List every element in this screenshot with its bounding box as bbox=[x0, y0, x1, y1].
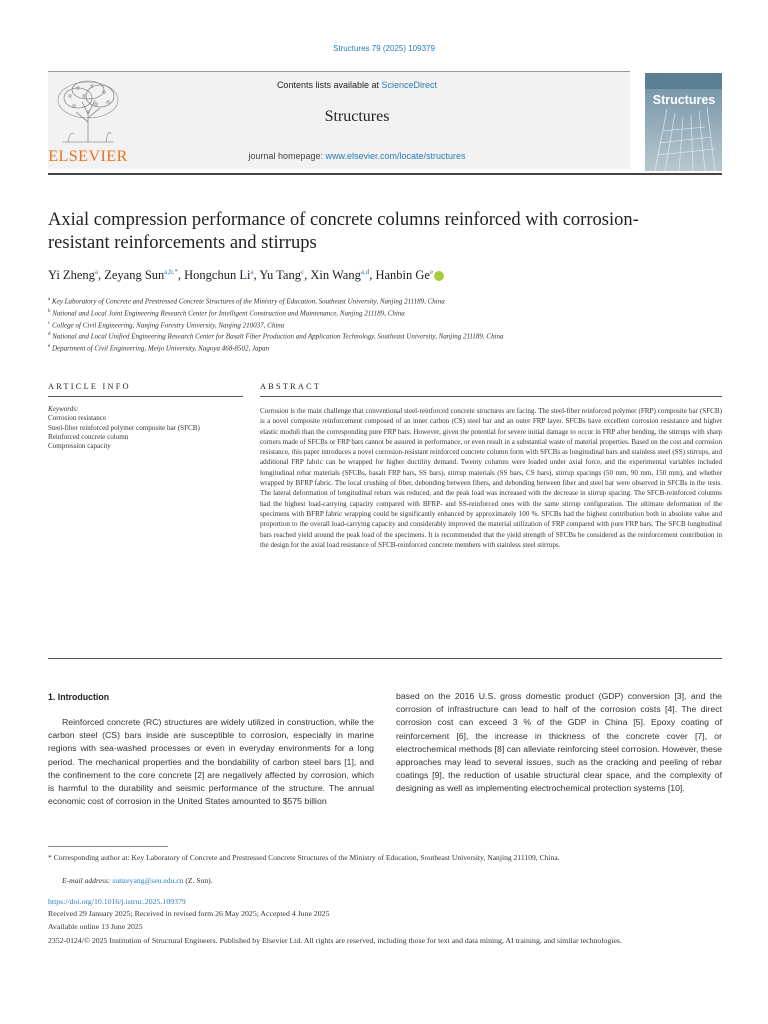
affiliation-item bbox=[48, 342, 728, 354]
affiliation-key: b bbox=[48, 308, 51, 314]
affiliation-item bbox=[48, 295, 728, 307]
cover-image bbox=[645, 73, 722, 171]
abstract-text: Corrosion is the main challenge that conventional steel-reinforced concrete structures are facing. The steel-fiber reinforced polymer (FRP) composite bar (SFCB) is a novel composite reinforcement composed of an inner carbon (CS) steel bar and an outer FRP layer. SFCBs have excellent corrosion resistance and higher elastic moduli than the corresponding pure FRP bars. However, given the potential for severe initial damage to occur in FRP after bending, the stirrups with sharp corners made of SFCBs or FRP bars cannot be assured in performance, or even result in a substantial waste of material properties. Based on the cost and corrosion resistance, this paper introduces a novel corrosion-resistant reinforced concrete column form with SFCBs as longitudinal bars and stainless steel (SS) stirrups, and additional FRP fabric can be wrapped for higher ductility demand. Twenty columns were loaded under axial force, and the experimental variables included longitudinal rebar materials (SFCBs, basalt FRP bars, SS bars), stirrup materials (SS bars, CS bars), stirrup spacings (50 mm, 90 mm, 150 mm), and whether wrapped by BFRP fabric. The local crushing of fiber, debonding between fibers, and debonding between fiber and steel bar were observed in SFCBs in the tests. The lateral deformation of longitudinal rebars was reduced, and the peak load was increased with the decrease in stirrup spacing. The SFCB-reinforced columns had the highest load-carrying capacity compared with BFRP- and SS-reinforced ones with the same stirrup configuration. The ultimate deformation of the specimens with BFRP fabric wrapping could be significantly enhanced by approximately 100 %. SFCBs had the highest contribution both in absolute value and proportion to the overall load-carrying capacity and considerably improved the material utilization of FRP compared with pure FRP bars. The SFCB longitudinal bars reached yield around the peak load of the specimens. It is recommended that the yield strength of SFCBs be considered as the reinforcement contribution in the design for the axial load resistance of SFCB-reinforced concrete members with stainless steel stirrups. bbox=[260, 407, 722, 549]
elsevier-logo[interactable] bbox=[48, 76, 128, 166]
cover-title: Structures bbox=[652, 93, 716, 107]
journal-name: Structures bbox=[324, 108, 390, 125]
email-link[interactable]: sunzeyang@seu.edu.cn bbox=[112, 876, 184, 885]
author-name[interactable]: Hanbin Ge bbox=[375, 268, 430, 283]
article-title: Axial compression performance of concrete columns reinforced with corrosion-resistant reinforcements and stirrups bbox=[48, 210, 639, 253]
available-online-date: Available online 13 June 2025 bbox=[48, 922, 143, 931]
keyword: Compression capacity bbox=[48, 442, 111, 451]
footnote-rule bbox=[48, 846, 168, 847]
affiliation-item bbox=[48, 307, 728, 319]
affiliation-key: e bbox=[48, 344, 51, 350]
body-text-right-column: based on the 2016 U.S. gross domestic product (GDP) conversion [3], and the corrosion of infrastructure can lead to half of the corrosion costs [4]. The direct corrosion cost can exceed 3 % of the GDP in China [5]. Epoxy coating of reinforcement [6], the increase in thickness of the concrete cover [7], or electrochemical methods [8] can alleviate reinforcing steel corrosion. However, these approaches may lead to several issues, such as the cracking and peeling of rebar coatings [9], the reduction of usable structural clear space, and the complexity of designing as well as implementing electrochemical protection systems [10]. bbox=[396, 691, 722, 794]
article-info-heading: ARTICLE INFO bbox=[48, 382, 131, 391]
body-text-left-column: Reinforced concrete (RC) structures are widely utilized in construction, while the carbon steel (CS) bars inside are susceptible to corrosion, especially in marine regions with sea-washed processes or even in everyday environments for a long period. The mechanical properties and the bondability of carbon steel bars [1], and the confinement to the core concrete [2] are negatively affected by corrosion, which is harmful to the durability and seismic performance of the structure. The annual economic cost of corrosion in the United States amounted to $575 billion bbox=[48, 717, 374, 807]
email-line bbox=[62, 876, 213, 885]
contents-line bbox=[170, 80, 544, 90]
sciencedirect-link[interactable]: ScienceDirect bbox=[381, 80, 438, 90]
elsevier-wordmark: ELSEVIER bbox=[48, 148, 128, 165]
affiliation-key: d bbox=[48, 332, 51, 338]
divider bbox=[260, 396, 722, 397]
author-affiliation-marker[interactable]: a bbox=[250, 268, 254, 276]
author-name[interactable]: Yi Zheng bbox=[48, 268, 95, 283]
email-suffix: (Z. Sun). bbox=[185, 876, 213, 885]
keyword: Steel-fiber reinforced polymer composite bar (SFCB) bbox=[48, 423, 200, 432]
homepage-link[interactable]: www.elsevier.com/locate/structures bbox=[325, 151, 466, 161]
affiliation-key: a bbox=[48, 297, 51, 302]
affiliation-text: National and Local Joint Engineering Research Center for Intelligent Construction and Maintenance, Nanjing 211189, China bbox=[52, 309, 405, 318]
affiliation-text: Key Laboratory of Concrete and Prestressed Concrete Structures of the Ministry of Education, Southeast University, Nanjing 211189, China bbox=[51, 297, 445, 306]
author-affiliation-marker[interactable]: a,b,* bbox=[164, 268, 178, 276]
author-name[interactable]: Zeyang Sun bbox=[104, 268, 165, 283]
author-affiliation-marker[interactable]: a,d bbox=[360, 268, 370, 276]
abstract-heading: ABSTRACT bbox=[260, 382, 322, 391]
author-affiliation-marker[interactable]: c bbox=[300, 268, 305, 276]
affiliation-text: College of Civil Engineering, Nanjing Forestry University, Nanjing 210037, China bbox=[51, 320, 285, 329]
keyword: Reinforced concrete column bbox=[48, 432, 129, 441]
keywords-block bbox=[48, 405, 243, 451]
author-list: Yi Zheng$^a$, Zeyang Sun$^{a,b,*}$, Hongchun Li$^a$, Yu Tang$^c$, Xin Wang$^{a,d}$, Hanbin Ge$^e$ bbox=[48, 268, 728, 283]
author-name[interactable]: Xin Wang bbox=[310, 268, 361, 283]
author-name[interactable]: Hongchun Li bbox=[184, 268, 251, 283]
keyword: Corrosion resistance bbox=[48, 414, 107, 423]
doi-link[interactable]: https://doi.org/10.1016/j.istruc.2025.109379 bbox=[48, 897, 186, 906]
affiliation-text: National and Local Unified Engineering Research Center for Basalt Fiber Production and Application Technology, Southeast University, Nanjing 211189, China bbox=[52, 332, 504, 341]
banner-rule bbox=[48, 173, 722, 175]
author-name[interactable]: Yu Tang bbox=[259, 268, 301, 283]
affiliation-key: c bbox=[48, 320, 51, 326]
orcid-icon[interactable] bbox=[434, 271, 444, 281]
corresponding-author-note: * Corresponding author at: Key Laboratory of Concrete and Prestressed Concrete Structures of the Ministry of Education, Southeast University, Nanjing 211109, China. bbox=[48, 853, 560, 862]
received-dates: Received 29 January 2025; Received in revised form 26 May 2025; Accepted 4 June 2025 bbox=[48, 909, 330, 918]
keywords-label: Keywords: bbox=[48, 405, 79, 413]
copyright-notice: 2352-0124/© 2025 Institution of Structural Engineers. Published by Elsevier Ltd. All rights are reserved, including those for text and data mining, AI training, and similar technologies. bbox=[48, 936, 622, 945]
homepage-prefix: journal homepage: bbox=[248, 151, 323, 161]
section-heading: 1. Introduction bbox=[48, 692, 110, 702]
journal-cover-thumbnail[interactable] bbox=[645, 73, 722, 171]
affiliations bbox=[48, 295, 728, 354]
elsevier-tree-icon bbox=[48, 76, 128, 144]
homepage-line bbox=[170, 151, 544, 161]
email-label: E-mail address: bbox=[62, 876, 111, 885]
author-affiliation-marker[interactable]: a bbox=[94, 268, 98, 276]
divider bbox=[48, 396, 243, 397]
author-affiliation-marker[interactable]: e bbox=[429, 268, 434, 276]
divider bbox=[48, 658, 722, 659]
affiliation-item bbox=[48, 330, 728, 342]
affiliation-item bbox=[48, 319, 728, 331]
affiliation-text: Department of Civil Engineering, Meijo University, Nagoya 468-8502, Japan bbox=[51, 344, 270, 353]
contents-prefix: Contents lists available at bbox=[276, 80, 379, 90]
journal-citation-link[interactable]: Structures 79 (2025) 109379 bbox=[333, 44, 435, 53]
